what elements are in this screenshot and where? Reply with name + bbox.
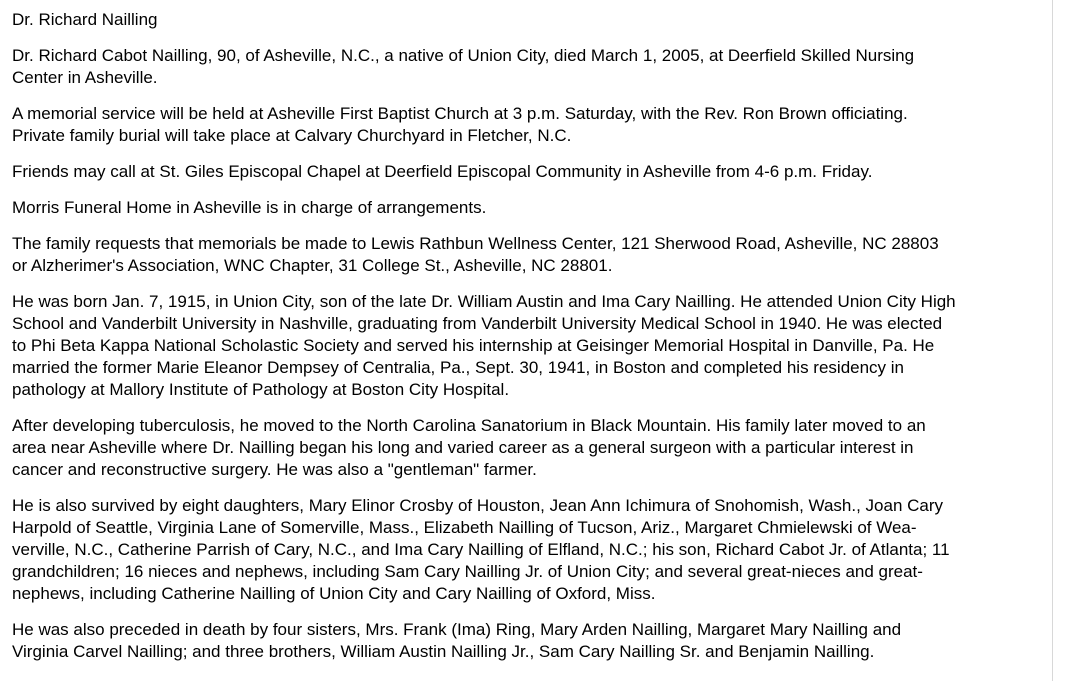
paragraph-career: After developing tuberculosis, he moved to the North Carolina Sanatorium in Black Mountain. His family later moved to an area near Asheville where Dr. Nailling began his long and varied career as a general surgeon with a particular interest in cancer and reconstructive surgery. He was also a "gentleman" farmer. (12, 416, 926, 479)
paragraph-visitation: Friends may call at St. Giles Episcopal Chapel at Deerfield Episcopal Community in Asheville from 4-6 p.m. Friday. (12, 162, 873, 181)
paragraph-biography: He was born Jan. 7, 1915, in Union City, son of the late Dr. William Austin and Ima Cary Nailling. He attended Union City High School and Vanderbilt University in Nashville, graduating from Vanderbilt University Medical School in 1940. He was elected to Phi Beta Kappa National Scholastic Society and served his internship at Geisinger Memorial Hospital in Danville, Pa. He married the former Marie Eleanor Dempsey of Centralia, Pa., Sept. 30, 1941, in Boston and completed his residency in pathology at Mallory Institute of Pathology at Boston City Hospital. (12, 292, 956, 399)
document-body[interactable] (12, 9, 1052, 677)
paragraph-memorial-service: A memorial service will be held at Asheville First Baptist Church at 3 p.m. Saturday, with the Rev. Ron Brown officiating. Private family burial will take place at Calvary Churchyard in Fletcher, N.C. (12, 104, 908, 145)
paragraph-funeral-home: Morris Funeral Home in Asheville is in charge of arrangements. (12, 198, 487, 217)
paragraph-death-notice: Dr. Richard Cabot Nailling, 90, of Asheville, N.C., a native of Union City, died March 1, 2005, at Deerfield Skilled Nursing Center in Asheville. (12, 46, 915, 87)
paragraph-memorials: The family requests that memorials be made to Lewis Rathbun Wellness Center, 121 Sherwood Road, Asheville, NC 28803 or Alzherimer's Association, WNC Chapter, 31 College St., Asheville, NC 28801. (12, 234, 939, 275)
paragraph-preceded: He was also preceded in death by four sisters, Mrs. Frank (Ima) Ring, Mary Arden Nailling, Margaret Mary Nailling and Virginia Carvel Nailling; and three brothers, William Austin Nailling Jr., Sam Cary Nailling Sr. and Benjamin Nailling. (12, 620, 902, 661)
paragraph-survivors: He is also survived by eight daughters, Mary Elinor Crosby of Houston, Jean Ann Ichimura of Snohomish, Wash., Joan Cary Harpold of Seattle, Virginia Lane of Somerville, Mass., Elizabeth Nailling of Tucson, Ariz., Margaret Chmielewski of Wea- verville, N.C., Catherine Parrish of Cary, N.C., and Ima Cary Nailling of Elfland, N.C.; his son, Richard Cabot Jr. of Atlanta; 11 grandchildren; 16 nieces and nephews, including Sam Cary Nailling Jr. of Union City; and several great-nieces and great- nephews, including Catherine Nailling of Union City and Cary Nailling of Oxford, Miss. (12, 496, 950, 603)
page-right-border (1052, 0, 1053, 681)
document-title: Dr. Richard Nailling (12, 10, 158, 29)
